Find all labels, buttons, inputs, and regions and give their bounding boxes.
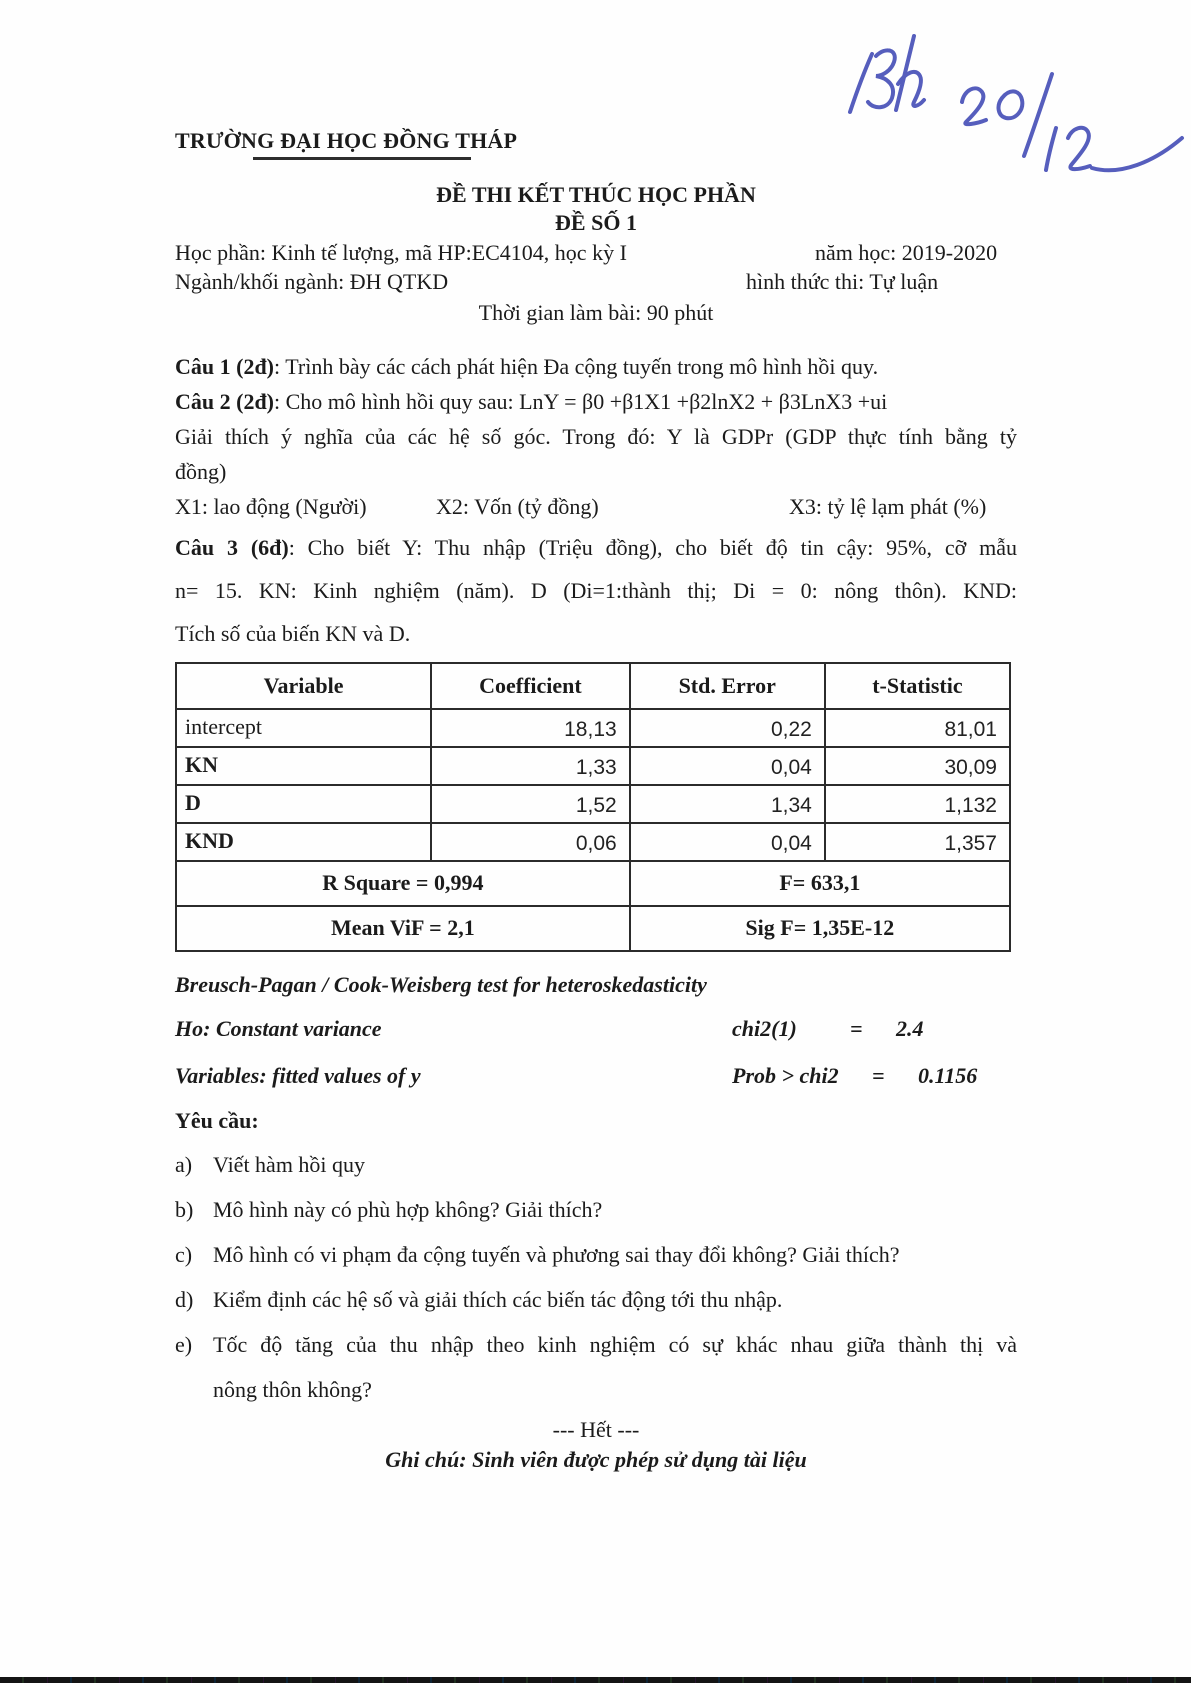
bp-prob-value: 0.1156	[918, 1062, 978, 1088]
bp-chi2-equals: =	[850, 1015, 863, 1041]
school-year: năm học: 2019-2020	[815, 239, 998, 265]
bp-chi2-label: chi2(1)	[732, 1015, 797, 1041]
question-1-text: : Trình bày các cách phát hiện Đa cộng tuyến trong mô hình hồi quy.	[274, 353, 879, 379]
cell-coefficient: 1,52	[431, 785, 629, 823]
school-name: TRƯỜNG ĐẠI HỌC ĐỒNG THÁP	[175, 128, 518, 153]
exam-format: hình thức thi: Tự luận	[746, 268, 939, 294]
column-header-variable: Variable	[176, 663, 431, 709]
table-row	[176, 747, 1010, 785]
item-letter: a)	[175, 1151, 193, 1177]
question-3-line2: n= 15. KN: Kinh nghiệm (năm). D (Di=1:thành thị; Di = 0: nông thôn). KND:	[175, 577, 1017, 603]
cell-std-error: 0,04	[630, 823, 825, 861]
column-header-std-error: Std. Error	[630, 663, 825, 709]
cell-t-statistic: 30,09	[825, 747, 1010, 785]
column-header-coefficient: Coefficient	[431, 663, 629, 709]
table-row	[176, 823, 1010, 861]
variable-x3: X3: tỷ lệ lạm phát (%)	[789, 493, 987, 519]
requirement-item-continuation: nông thôn không?	[213, 1376, 372, 1402]
item-letter: e)	[175, 1331, 193, 1357]
cell-std-error: 0,22	[630, 709, 825, 747]
cell-t-statistic: 1,132	[825, 785, 1010, 823]
school-underline	[253, 157, 471, 160]
cell-coefficient: 18,13	[431, 709, 629, 747]
item-text: Viết hàm hồi quy	[213, 1151, 366, 1177]
table-summary-row	[176, 906, 1010, 951]
f-stat-cell: F= 633,1	[630, 861, 1010, 906]
exam-title: ĐỀ THI KẾT THÚC HỌC PHẦN	[436, 181, 756, 207]
item-letter: b)	[175, 1196, 194, 1222]
cell-t-statistic: 81,01	[825, 709, 1010, 747]
requirement-item	[175, 1239, 1017, 1271]
bp-prob-label: Prob > chi2	[732, 1062, 839, 1088]
requirement-item	[175, 1194, 1017, 1226]
scan-artifact-bar	[0, 1677, 1191, 1683]
bp-prob-equals: =	[872, 1062, 885, 1088]
item-text: Mô hình này có phù hợp không? Giải thích?	[213, 1196, 603, 1222]
cell-std-error: 1,34	[630, 785, 825, 823]
bp-test-title: Breusch-Pagan / Cook-Weisberg test for heteroskedasticity	[175, 971, 707, 997]
bp-prob-stat-block	[732, 1063, 977, 1089]
item-text: Tốc độ tăng của thu nhập theo kinh nghiệm có sự khác nhau giữa thành thị và	[213, 1331, 1017, 1357]
requirement-item	[175, 1284, 1017, 1316]
cell-variable: intercept	[176, 709, 431, 747]
exam-duration: Thời gian làm bài: 90 phút	[478, 299, 714, 325]
course-row	[175, 240, 1017, 269]
course-info: Học phần: Kinh tế lượng, mã HP:EC4104, học kỳ I	[175, 239, 627, 265]
major-row	[175, 269, 1017, 298]
requirement-item	[175, 1329, 1017, 1361]
bp-h0-stat-block	[732, 1016, 924, 1042]
bp-variables-label: Variables: fitted values of y	[175, 1062, 421, 1088]
requirements-label: Yêu cầu:	[175, 1107, 259, 1133]
cell-coefficient: 1,33	[431, 747, 629, 785]
bp-variables-row	[175, 1063, 1017, 1093]
table-header-row	[176, 663, 1010, 709]
variable-x2: X2: Vốn (tỷ đồng)	[436, 493, 599, 519]
question-1	[175, 349, 1017, 384]
cell-variable: KND	[176, 823, 431, 861]
item-letter: c)	[175, 1241, 193, 1267]
question-2-note-line1: Giải thích ý nghĩa của các hệ số góc. Trong đó: Y là GDPr (GDP thực tính bằng tỷ	[175, 423, 1017, 449]
question-2-label: Câu 2 (2đ)	[175, 388, 275, 414]
item-text: Mô hình có vi phạm đa cộng tuyến và phương sai thay đổi không? Giải thích?	[213, 1241, 900, 1267]
question-2-note-line2: đồng)	[175, 458, 227, 484]
table-row	[176, 785, 1010, 823]
major-info: Ngành/khối ngành: ĐH QTKD	[175, 268, 449, 294]
item-letter: d)	[175, 1286, 194, 1312]
exam-number: ĐỀ SỐ 1	[555, 209, 637, 235]
table-row	[176, 709, 1010, 747]
variable-x1: X1: lao động (Người)	[175, 493, 367, 519]
question-3-line3: Tích số của biến KN và D.	[175, 620, 411, 646]
item-text: Kiểm định các hệ số và giải thích các biến tác động tới thu nhập.	[213, 1286, 783, 1312]
cell-coefficient: 0,06	[431, 823, 629, 861]
question-3	[175, 526, 1017, 569]
sig-f-cell: Sig F= 1,35E-12	[630, 906, 1010, 951]
bp-h0-label: Ho: Constant variance	[175, 1015, 382, 1041]
question-1-label: Câu 1 (2đ)	[175, 353, 275, 379]
r-square-cell: R Square = 0,994	[176, 861, 630, 906]
bp-chi2-value: 2.4	[896, 1015, 924, 1041]
cell-variable: D	[176, 785, 431, 823]
bp-h0-row	[175, 1016, 1017, 1046]
question-2-text: : Cho mô hình hồi quy sau: LnY = β0 +β1X1 +β2lnX2 + β3LnX3 +ui	[274, 388, 888, 414]
question-3-label: Câu 3 (6đ)	[175, 534, 289, 560]
cell-std-error: 0,04	[630, 747, 825, 785]
regression-results-table	[175, 662, 1011, 952]
question-2	[175, 384, 1017, 419]
cell-variable: KN	[176, 747, 431, 785]
mean-vif-cell: Mean ViF = 2,1	[176, 906, 630, 951]
cell-t-statistic: 1,357	[825, 823, 1010, 861]
column-header-t-statistic: t-Statistic	[825, 663, 1010, 709]
table-summary-row	[176, 861, 1010, 906]
requirement-item	[175, 1149, 1017, 1181]
question-3-text: : Cho biết Y: Thu nhập (Triệu đồng), cho biết độ tin cậy: 95%, cỡ mẫu	[288, 534, 1017, 560]
end-marker: --- Hết ---	[552, 1416, 640, 1442]
exam-note: Ghi chú: Sinh viên được phép sử dụng tài liệu	[385, 1446, 807, 1472]
variables-row	[175, 489, 1017, 524]
